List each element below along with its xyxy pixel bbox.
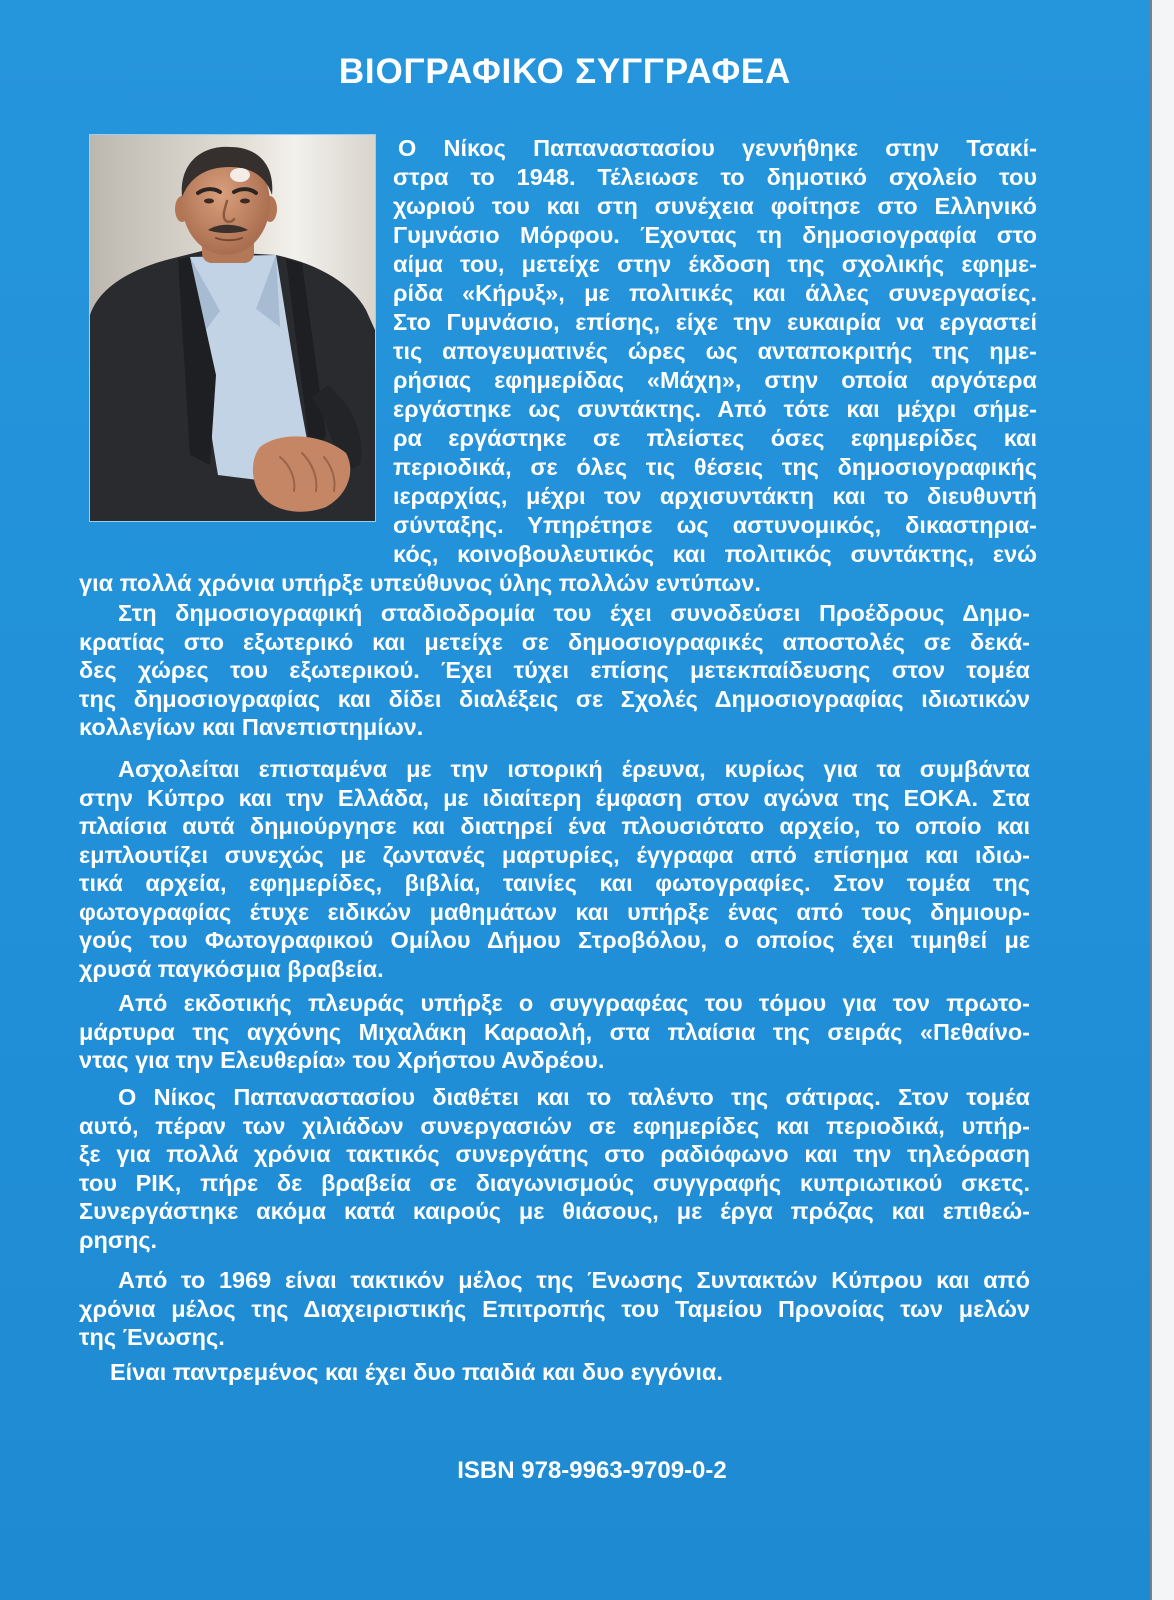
bio-paragraph: [79, 1358, 1030, 1387]
bio-paragraph: [79, 134, 1037, 598]
bio-line: Γυμνάσιο Μόρφου. Έχοντας τη δημοσιογραφία στο: [393, 222, 1037, 248]
bio-line: ρα εργάστηκε σε πλείστες όσες εφημερίδες και: [393, 425, 1037, 451]
isbn-label: ISBN 978-9963-9709-0-2: [457, 1457, 727, 1484]
bio-line: φωτογραφίας έτυχε ειδικών μαθημάτων και υπήρξε ένας από τους δημιουρ-: [79, 898, 1030, 925]
paper-edge: [1150, 0, 1174, 1600]
bio-line: χρόνια μέλος της Διαχειριστικής Επιτροπής του Ταμείου Προνοίας των μελών: [79, 1295, 1030, 1322]
bio-line: του ΡΙΚ, πήρε δε βραβεία σε διαγωνισμούς συγγραφής κυπριωτικού σκετς.: [79, 1169, 1030, 1196]
bio-line: Συνεργάστηκε ακόμα κατά καιρούς με θιάσους, με έργα πρόζας και επιθεώ-: [79, 1198, 1030, 1224]
bio-line: κολλεγίων και Πανεπιστημίων.: [79, 714, 424, 740]
bio-line: κός, κοινοβουλευτικός και πολιτικός συντάκτης, ενώ: [393, 541, 1037, 567]
bio-line: ρησης.: [79, 1226, 158, 1253]
bio-line: ρίδα «Κήρυξ», με πολιτικές και άλλες συνεργασίες.: [393, 280, 1037, 306]
bio-line: πλαίσια αυτά δημιούργησε και διατηρεί ένα πλουσιότατο αρχείο, το οποίο και: [79, 813, 1030, 839]
bio-line: της Ένωσης.: [79, 1324, 225, 1350]
bio-line: χρυσά παγκόσμια βραβεία.: [79, 955, 384, 982]
bio-paragraph: [79, 599, 1030, 742]
author-photo: [90, 135, 375, 521]
bio-line: της δημοσιογραφίας και δίδει διαλέξεις σε Σχολές Δημοσιογραφίας ιδιωτικών: [79, 685, 1030, 712]
bio-line: αίμα του, μετείχε στην έκδοση της σχολικής εφημε-: [393, 251, 1037, 277]
bio-line: Στο Γυμνάσιο, επίσης, είχε την ευκαιρία να εργαστεί: [393, 309, 1037, 335]
bio-line: τικά αρχεία, εφημερίδες, βιβλία, ταινίες και φωτογραφίες. Στον τομέα της: [79, 870, 1030, 896]
bio-line: στρα το 1948. Τέλειωσε το δημοτικό σχολείο του: [393, 164, 1037, 190]
bio-line: Από το 1969 είναι τακτικόν μέλος της Ένωσης Συντακτών Κύπρου και από: [118, 1267, 1030, 1293]
bio-line: για πολλά χρόνια υπήρξε υπεύθυνος ύλης πολλών εντύπων.: [79, 570, 761, 596]
bio-line: Ο Νίκος Παπαναστασίου γεννήθηκε στην Τσακί-: [398, 135, 1037, 161]
bio-line: ξε για πολλά χρόνια τακτικός συνεργάτης στο ραδιόφωνο και την τηλεόραση: [79, 1141, 1030, 1167]
page-title: ΒΙΟΓΡΑΦΙΚΟ ΣΥΓΓΡΑΦΕΑ: [338, 52, 792, 91]
eye-left: [204, 199, 214, 204]
bio-line: εργάστηκε ως συντάκτης. Από τότε και μέχρι σήμε-: [393, 396, 1037, 422]
bio-line: χωριού του και στη συνέχεια φοίτησε στο Ελληνικό: [393, 193, 1037, 219]
bio-line: Ο Νίκος Παπαναστασίου διαθέτει και το ταλέντο της σάτιρας. Στον τομέα: [118, 1084, 1030, 1110]
bio-line: Στη δημοσιογραφική σταδιοδρομία του έχει συνοδεύσει Προέδρους Δημο-: [118, 600, 1030, 626]
bio-paragraph: [79, 1266, 1030, 1352]
bio-line: Ασχολείται επισταμένα με την ιστορική έρευνα, κυρίως για τα συμβάντα: [118, 756, 1030, 782]
bio-line: περιοδικά, σε όλες τις θέσεις της δημοσιογραφικής: [393, 454, 1037, 480]
bio-line: τις απογευματινές ώρες ως ανταποκριτής της ημε-: [393, 338, 1037, 364]
bio-line: Είναι παντρεμένος και έχει δυο παιδιά και δυο εγγόνια.: [110, 1359, 723, 1385]
bio-line: δες χώρες του εξωτερικού. Έχει τύχει επίσης μετεκπαίδευσης στον τομέα: [79, 657, 1030, 683]
bio-paragraph: [79, 755, 1030, 983]
bio-line: ντας για την Ελευθερία» του Χρήστου Ανδρέου.: [79, 1047, 605, 1073]
bio-paragraph: [79, 1083, 1030, 1254]
bio-line: στην Κύπρο και την Ελλάδα, με ιδιαίτερη έμφαση στον αγώνα της ΕΟΚΑ. Στα: [79, 784, 1030, 811]
bio-paragraph: [79, 989, 1030, 1075]
eye-right: [240, 199, 250, 204]
bio-line: αυτό, πέραν των χιλιάδων συνεργασιών σε εφημερίδες και περιοδικά, υπήρ-: [79, 1112, 1030, 1139]
bio-line: μάρτυρα της αγχόνης Μιχαλάκη Καραολή, στα πλαίσια της σειράς «Πεθαίνο-: [79, 1018, 1030, 1045]
bio-line: ιεραρχίας, μέχρι τον αρχισυντάκτη και το διευθυντή: [393, 483, 1037, 509]
bio-line: κρατίας στο εξωτερικό και μετείχε σε δημοσιογραφικές αποστολές σε δεκά-: [79, 628, 1030, 655]
bio-line: σύνταξης. Υπηρέτησε ως αστυνομικός, δικαστηρια-: [393, 512, 1037, 538]
bio-line: γούς του Φωτογραφικού Ομίλου Δήμου Στροβόλου, ο οποίος έχει τιμηθεί με: [79, 927, 1030, 953]
bio-line: εμπλουτίζει συνεχώς με ζωντανές μαρτυρίες, έγγραφα από επίσημα και ιδιω-: [79, 841, 1030, 868]
forehead-glare: [230, 168, 250, 182]
bio-line: ρήσιας εφημερίδας «Μάχη», στην οποία αργότερα: [393, 367, 1037, 393]
bio-line: Από εκδοτικής πλευράς υπήρξε ο συγγραφέας του τόμου για τον πρωτο-: [118, 990, 1030, 1016]
